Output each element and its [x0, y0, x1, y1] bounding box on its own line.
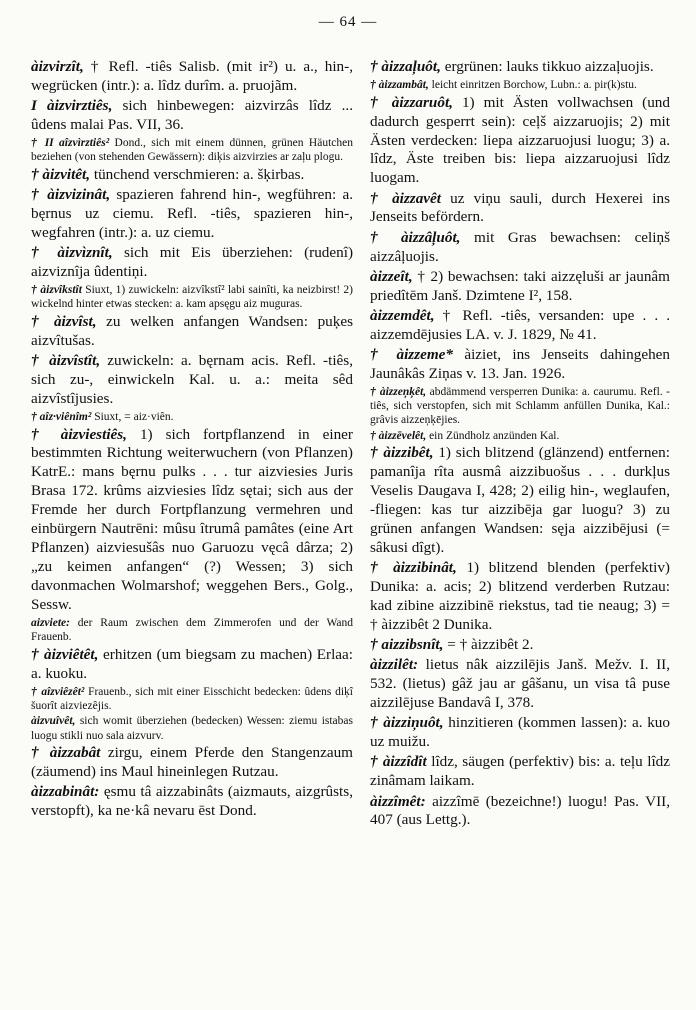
entry-headword: àizzîmêt: — [370, 792, 426, 810]
entry-headword: † aizzibsnît, — [370, 636, 444, 654]
entry-definition: sich mit Eis überziehen: (rudenî) aizviznîja ûdentiņi. — [31, 244, 354, 281]
dictionary-entry — [370, 793, 670, 831]
dictionary-entry — [370, 636, 670, 655]
dictionary-entry — [370, 753, 670, 791]
dictionary-entry — [31, 646, 353, 684]
entry-headword: àizvuîvêt, — [31, 715, 76, 728]
dictionary-entry — [31, 166, 353, 185]
entry-definition: hinzitieren (kommen lassen): a. kuo uz muižu. — [370, 714, 670, 751]
page-number: — 64 — — [318, 14, 378, 30]
entry-definition: † 2) bewachsen: taki aizzęluši ar jaunâm priedîtēm Janš. Dzimtene I², 158. — [370, 267, 670, 304]
dictionary-entry — [31, 136, 353, 164]
entry-headword: † àizzeņķêt, — [370, 386, 427, 399]
entry-definition: ęsmu tâ aizzabinâts (aizmauts, aizgrûsts, verstopft), ka ne·kâ nevaru ēst Dond. — [31, 783, 353, 820]
entry-headword: † àizzâļuôt, — [370, 228, 461, 246]
dictionary-entry — [370, 58, 670, 77]
dictionary-entry — [31, 714, 353, 742]
dictionary-entry — [370, 559, 670, 635]
dictionary-entry — [31, 283, 353, 311]
dictionary-entry — [370, 346, 670, 384]
left-column — [31, 58, 353, 822]
entry-headword: † àizzibinât, — [370, 559, 457, 577]
entry-headword: † àizzaļuôt, — [370, 58, 441, 75]
entry-headword: † àizzambât, — [370, 79, 429, 92]
entry-definition: 1) sich fortpflanzend in einer bestimmten Richtung weiterwuchern (von Pflanzen) KatrE.: mans bęrnu pulks . . . tur aizviesies Juris Brasa 172. krûms aizviesies lîdz sętai; sich aus der Fremde her durch Fortpflanzung vermehren und einbürgern Nautrēni: mûsu îtrumâ pamâtes (eine Art Pflanzen) aizviesušâs nuo Garuozu vęcâ dârza; 2) „zu keimen anfangen“ (?) Wessen; 3) sich davonmachen Wolmarshof; weggehen Bers., Golg., Sessw. — [31, 425, 353, 613]
entry-headword: † àizvîstît, — [31, 352, 101, 370]
entry-headword: † àizviestiês, — [31, 425, 127, 443]
dictionary-entry — [31, 352, 353, 409]
dictionary-entry — [370, 190, 670, 228]
entry-headword: † aîzviêzêt² — [31, 685, 85, 698]
entry-definition: sich womit überziehen (bedecken) Wessen: ziemu istabas luogu stikli nuo sala aizvurv. — [31, 715, 353, 742]
entry-definition: zu welken anfangen Wandsen: puķes aizvîtušas. — [31, 312, 353, 349]
dictionary-entry — [370, 429, 670, 443]
dictionary-entry — [370, 307, 670, 345]
right-column — [370, 58, 670, 832]
entry-definition: Siuxt, = aiz·viên. — [91, 411, 174, 424]
dictionary-entry — [370, 268, 670, 306]
entry-definition: lietus nâk aizzilējis Janš. Mežv. I. II, 532. (lietus) gâž jau ar gâšanu, un visa tâ puse aizzilējuse Bandavâ I, 378. — [370, 656, 670, 712]
dictionary-entry — [31, 186, 353, 243]
entry-headword: àizvirzît, — [31, 58, 84, 75]
entry-headword: † àizzēvelêt, — [370, 429, 427, 442]
entry-headword: † àizvìznît, — [31, 244, 113, 262]
entry-headword: † àizziņuôt, — [370, 714, 444, 732]
entry-definition: lîdz, säugen (perfektiv) bis: a. teļu lîdz zinâmam laikam. — [370, 753, 670, 790]
dictionary-entry — [31, 244, 353, 282]
entry-headword: I àizvirztiês, — [31, 97, 113, 115]
dictionary-entry — [370, 78, 670, 92]
dictionary-entry — [31, 616, 353, 644]
entry-definition: zirgu, einem Pferde den Stangenzaum (zäumend) ins Maul hineinlegen Rutzau. — [31, 744, 353, 781]
dictionary-entry — [31, 58, 353, 96]
entry-headword: àizzabinât: — [31, 783, 100, 801]
entry-definition: 1) sich blitzend (glänzend) entfernen: pamanîja rîta ausmâ aizzibuošus . . . durkļus Veselis Daugava I, 428; 2) eilig hin-, weglaufen, -fliegen: kas tur aizzibēja gar luogu? 3) zu grünen anfangen Wandsen: sęja aizzibējusi (= sâkusi dîgt). — [370, 444, 670, 557]
entry-definition: tünchend verschmieren: a. šķirbas. — [90, 165, 305, 183]
entry-definition: erhitzen (um biegsam zu machen) Erlaa: a. kuoku. — [31, 645, 353, 682]
entry-definition: abdämmend versperren Dunika: a. caurumu. Refl. -tiês, sich verstopfen, sich mit Schlamm anfüllen Dunika, Kal.: grâvis aizzeņķējies. — [370, 386, 670, 427]
entry-definition: 1) mit Ästen vollwachsen (und dadurch gesperrt sein): ceļš aizzaruojis; 2) mit Ästen verdecken: liepa aizzaruojusi luogu; 3) a. lîdz, Äste treiben bis: liepa aizzaruojusi lîdz luogam. — [370, 93, 670, 187]
entry-headword: † aîz·viênîm² — [31, 411, 92, 424]
dictionary-entry — [370, 444, 670, 557]
entry-definition: mit Gras bewachsen: celiņš aizzâļuojis. — [370, 228, 670, 265]
entry-definition: † Refl. -tiês, versanden: upe . . . aizzemdējusies LA. v. J. 1829, № 41. — [370, 306, 670, 343]
entry-headword: † àizvîst, — [31, 312, 97, 330]
dictionary-entry — [370, 714, 670, 752]
entry-headword: † àizzabât — [31, 744, 101, 762]
entry-headword: † àizviêtêt, — [31, 645, 99, 663]
dictionary-entry — [370, 385, 670, 428]
dictionary-entry — [31, 783, 353, 821]
entry-headword: † àizzeme* — [370, 345, 453, 363]
entry-definition: zuwickeln: a. bęrnam acis. Refl. -tiês, sich zu-, einwickeln Kal. u. a.: meita sêd aizvîstîjusies. — [31, 352, 353, 407]
entry-headword: àizzilêt: — [370, 656, 419, 674]
entry-definition: leicht einritzen Borchow, Lubn.: a. pir(k)stu. — [428, 79, 637, 92]
entry-headword: àizzemdêt, — [370, 306, 435, 324]
entry-definition: 1) blitzend blenden (perfektiv) Dunika: a. acis; 2) blitzend verderben Rutzau: kad zibine aizzibinē riekstus, tad tie neaug; 3) = † àizzibêt 2 Dunika. — [370, 559, 670, 633]
entry-headword: † II aîzvìrztiês² — [31, 137, 110, 150]
dictionary-entry — [31, 313, 353, 351]
dictionary-entry — [370, 229, 670, 267]
entry-headword: † àizzîdît — [370, 753, 427, 771]
entry-definition: = † àizzibêt 2. — [443, 636, 534, 654]
entry-definition: àiziet, ins Jenseits dahingehen Jaunâkâs Ziņas v. 13. Jan. 1926. — [370, 345, 670, 382]
dictionary-entry — [370, 94, 670, 189]
entry-definition: † Refl. -tiês Salisb. (mit ir²) u. a., hin-, wegrücken (intr.): a. lîdz durîm. a. pruojãm. — [31, 58, 353, 94]
entry-headword: aizviete: — [31, 616, 70, 629]
dictionary-entry — [31, 97, 353, 135]
entry-headword: † àizzibêt, — [370, 444, 434, 462]
entry-definition: uz viņu sauli, durch Hexerei ins Jenseits befördern. — [370, 189, 670, 226]
entry-definition: aizzîmē (bezeichne!) luogu! Pas. VII, 407 (aus Lettg.). — [370, 792, 670, 829]
entry-definition: der Raum zwischen dem Zimmerofen und der Wand Frauenb. — [31, 616, 353, 644]
entry-definition: Dond., sich mit einem dünnen, grünen Häutchen beziehen (von stehenden Gewässern): diķis aizvirzies ar zaļu plogu. — [31, 137, 353, 164]
entry-definition: Siuxt, 1) zuwickeln: aizvîkstî² labi sainîti, ka neizbirst! 2) wickelnd hinter etwas stecken: a. kam apsęgu aiz muguras. — [31, 284, 353, 311]
entry-headword: àizzeît, — [370, 267, 413, 285]
entry-headword: † àizzaruôt, — [370, 93, 453, 111]
entry-headword: † àizvitêt, — [31, 165, 91, 183]
entry-headword: † àizvizinât, — [31, 186, 111, 204]
dictionary-entry — [31, 744, 353, 782]
entry-definition: ergrünen: lauks tikkuo aizzaļuojis. — [440, 58, 654, 75]
entry-definition: spazieren fahrend hin-, wegführen: a. bęrnus uz ciemu. Refl. -tiês, spazieren hin-, wegfahren (intr.): a. uz ciemu. — [31, 186, 353, 241]
dictionary-entry — [31, 410, 353, 424]
entry-headword: † àizvîkstît — [31, 284, 82, 297]
dictionary-entry — [370, 656, 670, 713]
entry-definition: sich hinbewegen: aizvirzâs lîdz ... ûdens malai Pas. VII, 36. — [31, 97, 353, 134]
entry-headword: † àizzavêt — [370, 189, 441, 207]
dictionary-entry — [31, 685, 353, 713]
entry-definition: Frauenb., sich mit einer Eisschicht bedecken: ûdens diķî šuorît aizviezêjis. — [31, 685, 353, 712]
dictionary-entry — [31, 426, 353, 615]
entry-definition: ein Zündholz anzünden Kal. — [426, 429, 560, 442]
